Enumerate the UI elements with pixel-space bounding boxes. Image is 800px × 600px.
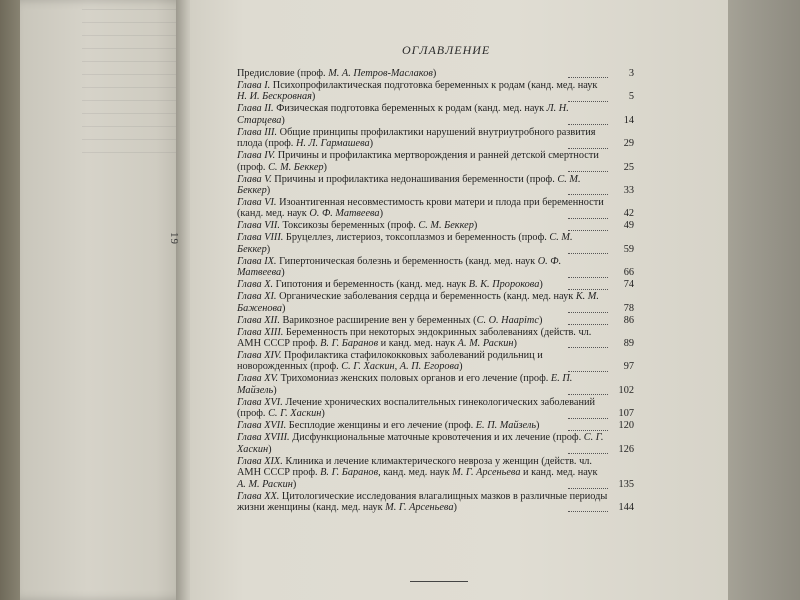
toc-entry-text xyxy=(237,103,608,126)
chapter-label: Глава X. xyxy=(237,279,274,291)
entry-title: ) xyxy=(266,185,271,197)
page-number: 78 xyxy=(623,302,634,314)
author-name: Л. Н. Старцева xyxy=(237,103,569,126)
entry-title: ) xyxy=(268,443,272,455)
entry-title: , xyxy=(394,361,400,373)
entry-title: ) xyxy=(273,384,277,396)
page-number: 86 xyxy=(623,314,634,326)
toc-entry xyxy=(237,197,634,220)
entry-title: и канд. мед. наук xyxy=(520,467,598,479)
chapter-label: Глава IX. xyxy=(237,255,277,267)
chapter-label: Глава XX. xyxy=(237,490,280,502)
page-number: 107 xyxy=(618,408,634,420)
entry-title: Общие принципы профилактики нарушений внутриутробного развития плода (проф. xyxy=(237,126,596,150)
entry-title: ) xyxy=(538,314,543,326)
entry-title: ) xyxy=(432,68,437,79)
page-number: 33 xyxy=(623,185,634,197)
toc-entry-text xyxy=(237,150,608,173)
spine-number: 19 xyxy=(168,232,180,245)
toc-entry-text xyxy=(237,197,608,220)
entry-title: , канд. мед. наук xyxy=(378,467,453,479)
toc-entry-text xyxy=(237,232,608,255)
chapter-label: Глава XIV. xyxy=(237,350,282,362)
author-name: В. Г. Баранов xyxy=(320,467,379,479)
author-name: М. Г. Арсеньева xyxy=(385,501,454,513)
table-of-contents xyxy=(237,68,634,514)
chapter-label: Глава IV. xyxy=(237,150,276,162)
entry-title: ) xyxy=(513,338,517,350)
author-name: С. М. Беккер xyxy=(268,161,324,173)
author-name: А. М. Раскин xyxy=(457,338,514,350)
entry-title: ) xyxy=(379,208,384,220)
toc-entry xyxy=(237,68,634,79)
dot-leader xyxy=(568,230,608,231)
dot-leader xyxy=(568,324,608,325)
dot-leader xyxy=(568,101,608,102)
entry-title: и канд. мед. наук xyxy=(378,338,458,350)
dot-leader xyxy=(568,418,608,419)
entry-title: Беременность при некоторых эндокринных заболеваниях (действ. чл. АМН СССР проф. xyxy=(237,326,592,350)
page-edges xyxy=(728,0,800,600)
entry-title: Предисловие (проф. xyxy=(237,68,329,79)
page-number: 59 xyxy=(623,243,634,255)
author-name: С. М. Беккер xyxy=(237,173,581,197)
author-name: В. К. Пророкова xyxy=(468,279,540,291)
page-number: 120 xyxy=(618,420,634,432)
entry-title: Лечение хронических воспалительных гинекологических заболеваний (проф. xyxy=(237,396,595,420)
page-number: 42 xyxy=(623,208,634,220)
author-name: К. М. Баженова xyxy=(237,291,599,314)
entry-title: ) xyxy=(282,302,286,314)
page-number: 97 xyxy=(623,361,634,373)
toc-entry xyxy=(237,127,634,150)
toc-entry-text xyxy=(237,174,608,197)
chapter-label: Глава III. xyxy=(237,126,278,138)
entry-title: Токсикозы беременных (проф. xyxy=(279,220,419,232)
entry-title: Цитологические исследования влагалищных мазков в различные периоды жизни женщины (канд. мед. наук xyxy=(237,490,608,513)
page-number: 14 xyxy=(623,114,634,126)
page-number: 102 xyxy=(618,384,634,396)
dot-leader xyxy=(568,347,608,348)
author-name: С. О. Наарітс xyxy=(476,314,539,326)
toc-entry xyxy=(237,232,634,255)
chapter-label: Глава II. xyxy=(237,103,274,115)
dot-leader xyxy=(568,253,608,254)
author-name: С. Г. Хаскин xyxy=(341,361,395,373)
toc-entry-text xyxy=(237,327,608,350)
toc-entry-text xyxy=(237,68,608,79)
page-number: 89 xyxy=(623,338,634,350)
chapter-label: Глава XVI. xyxy=(237,396,283,408)
author-name: Н. Л. Гармашева xyxy=(295,138,370,150)
dot-leader xyxy=(568,289,608,290)
toc-entry-text xyxy=(237,491,608,514)
entry-title: Трихомониаз женских половых органов и его лечение (проф. xyxy=(278,373,551,385)
toc-entry-text xyxy=(237,420,608,431)
entry-title: Изоантигенная несовместимость крови матери и плода при беременности (канд. мед. наук xyxy=(237,197,604,220)
chapter-label: Глава V. xyxy=(237,173,272,185)
entry-title: ) xyxy=(459,361,463,373)
entry-title: ) xyxy=(292,478,297,490)
entry-title: ) xyxy=(311,91,316,103)
toc-entry-text xyxy=(237,127,608,150)
toc-entry-text xyxy=(237,397,608,420)
page-number: 66 xyxy=(623,267,634,279)
entry-title: Физическая подготовка беременных к родам (канд. мед. наук xyxy=(273,103,547,115)
dot-leader xyxy=(568,453,608,454)
page-number: 144 xyxy=(618,501,634,513)
entry-title: ) xyxy=(321,408,325,420)
page-number: 3 xyxy=(628,68,634,79)
toc-entry xyxy=(237,456,634,490)
author-name: Е. П. Майзель xyxy=(475,420,537,432)
page-number: 29 xyxy=(623,138,634,150)
toc-entry-text xyxy=(237,350,608,373)
chapter-label: Глава I. xyxy=(237,80,271,91)
toc-entry xyxy=(237,432,634,455)
toc-entry xyxy=(237,373,634,396)
entry-title: ) xyxy=(266,243,271,255)
entry-title: Психопрофилактическая подготовка беременных к родам (канд. мед. наук xyxy=(270,80,598,91)
dot-leader xyxy=(568,124,608,125)
toc-entry xyxy=(237,279,634,290)
toc-entry-text xyxy=(237,315,608,326)
toc-entry-text xyxy=(237,456,608,490)
chapter-label: Глава XIX. xyxy=(237,455,283,467)
author-name: О. Ф. Матвеева xyxy=(309,208,380,220)
chapter-label: Глава VIII. xyxy=(237,232,284,244)
entry-title: Бруцеллез, листериоз, токсоплазмоз и беременность (проф. xyxy=(283,232,550,244)
chapter-label: Глава XIII. xyxy=(237,326,284,338)
toc-entry-text xyxy=(237,256,608,279)
dot-leader xyxy=(568,371,608,372)
toc-entry-text xyxy=(237,80,608,103)
toc-entry xyxy=(237,291,634,314)
entry-title: ) xyxy=(281,114,285,126)
author-name: М. Г. Арсеньева xyxy=(452,467,521,479)
dot-leader xyxy=(568,218,608,219)
toc-entry-text xyxy=(237,279,608,290)
chapter-label: Глава XV. xyxy=(237,373,279,385)
toc-entry xyxy=(237,256,634,279)
author-name: Н. И. Бескровная xyxy=(237,91,312,103)
entry-title: Клиника и лечение климактерического невроза у женщин (действ. чл. АМН СССР проф. xyxy=(237,455,592,479)
toc-entry xyxy=(237,327,634,350)
dot-leader xyxy=(568,171,608,172)
entry-title: ) xyxy=(281,267,285,279)
chapter-label: Глава VII. xyxy=(237,220,280,232)
chapter-label: Глава XVII. xyxy=(237,420,287,432)
entry-title: ) xyxy=(369,138,374,150)
author-name: С. М. Беккер xyxy=(237,232,573,255)
toc-entry xyxy=(237,491,634,514)
chapter-label: Глава XVIII. xyxy=(237,432,290,444)
entry-title: ) xyxy=(539,279,543,291)
toc-entry xyxy=(237,315,634,326)
page-number: 74 xyxy=(623,279,634,291)
toc-entry xyxy=(237,150,634,173)
dot-leader xyxy=(568,77,608,78)
dot-leader xyxy=(568,312,608,313)
toc-entry xyxy=(237,220,634,231)
entry-title: ) xyxy=(453,501,457,513)
toc-entry-text xyxy=(237,220,608,231)
toc-entry xyxy=(237,103,634,126)
entry-title: Дисфункциональные маточные кровотечения и их лечение (проф. xyxy=(289,432,584,444)
dot-leader xyxy=(568,430,608,431)
entry-title: Бесплодие женщины и его лечение (проф. xyxy=(286,420,476,432)
author-name: А. П. Егорова xyxy=(399,361,460,373)
author-name: С. Г. Хаскин xyxy=(237,432,604,455)
dot-leader xyxy=(568,511,608,512)
toc-entry xyxy=(237,350,634,373)
toc-entry-text xyxy=(237,432,608,455)
toc-entry-text xyxy=(237,291,608,314)
page-number: 49 xyxy=(623,220,634,232)
entry-title: Причины и профилактика недонашивания беременности (проф. xyxy=(271,173,558,185)
chapter-label: Глава XII. xyxy=(237,314,280,326)
left-page xyxy=(20,0,190,600)
closing-rule xyxy=(410,581,468,582)
toc-title: ОГЛАВЛЕНИЕ xyxy=(402,43,491,57)
author-name: Е. П. Майзель xyxy=(237,373,573,396)
page-number: 126 xyxy=(618,443,634,455)
chapter-label: Глава VI. xyxy=(237,197,277,209)
author-name: С. М. Беккер xyxy=(418,220,474,232)
entry-title: Гипертоническая болезнь и беременность (канд. мед. наук xyxy=(276,255,538,267)
toc-entry xyxy=(237,80,634,103)
entry-title: Гипотония и беременность (канд. мед. наук xyxy=(273,279,469,291)
author-name: С. Г. Хаскин xyxy=(268,408,322,420)
toc-entry xyxy=(237,420,634,431)
toc-entry xyxy=(237,174,634,197)
page-number: 5 xyxy=(628,91,634,103)
entry-title: Причины и профилактика мертворождения и ранней детской смертности (проф. xyxy=(237,150,599,173)
dot-leader xyxy=(568,277,608,278)
toc-entry xyxy=(237,397,634,420)
author-name: О. Ф. Матвеева xyxy=(237,255,562,279)
author-name: В. Г. Баранов xyxy=(320,338,379,350)
dot-leader xyxy=(568,488,608,489)
entry-title: Органические заболевания сердца и беременность (канд. мед. наук xyxy=(276,291,576,303)
page-number: 135 xyxy=(618,478,634,490)
entry-title: ) xyxy=(323,161,327,173)
entry-title: ) xyxy=(536,420,540,432)
dot-leader xyxy=(568,394,608,395)
author-name: М. А. Петров-Маслаков xyxy=(328,68,433,79)
dot-leader xyxy=(568,194,608,195)
book-cover-left xyxy=(0,0,22,600)
author-name: А. М. Раскин xyxy=(237,478,293,490)
entry-title: ) xyxy=(473,220,478,232)
page-number: 25 xyxy=(623,161,634,173)
entry-title: Варикозное расширение вен у беременных ( xyxy=(279,314,477,326)
toc-entry-text xyxy=(237,373,608,396)
entry-title: Профилактика стафилококковых заболеваний родильниц и новорожденных (проф. xyxy=(237,350,543,373)
dot-leader xyxy=(568,148,608,149)
chapter-label: Глава XI. xyxy=(237,291,277,303)
